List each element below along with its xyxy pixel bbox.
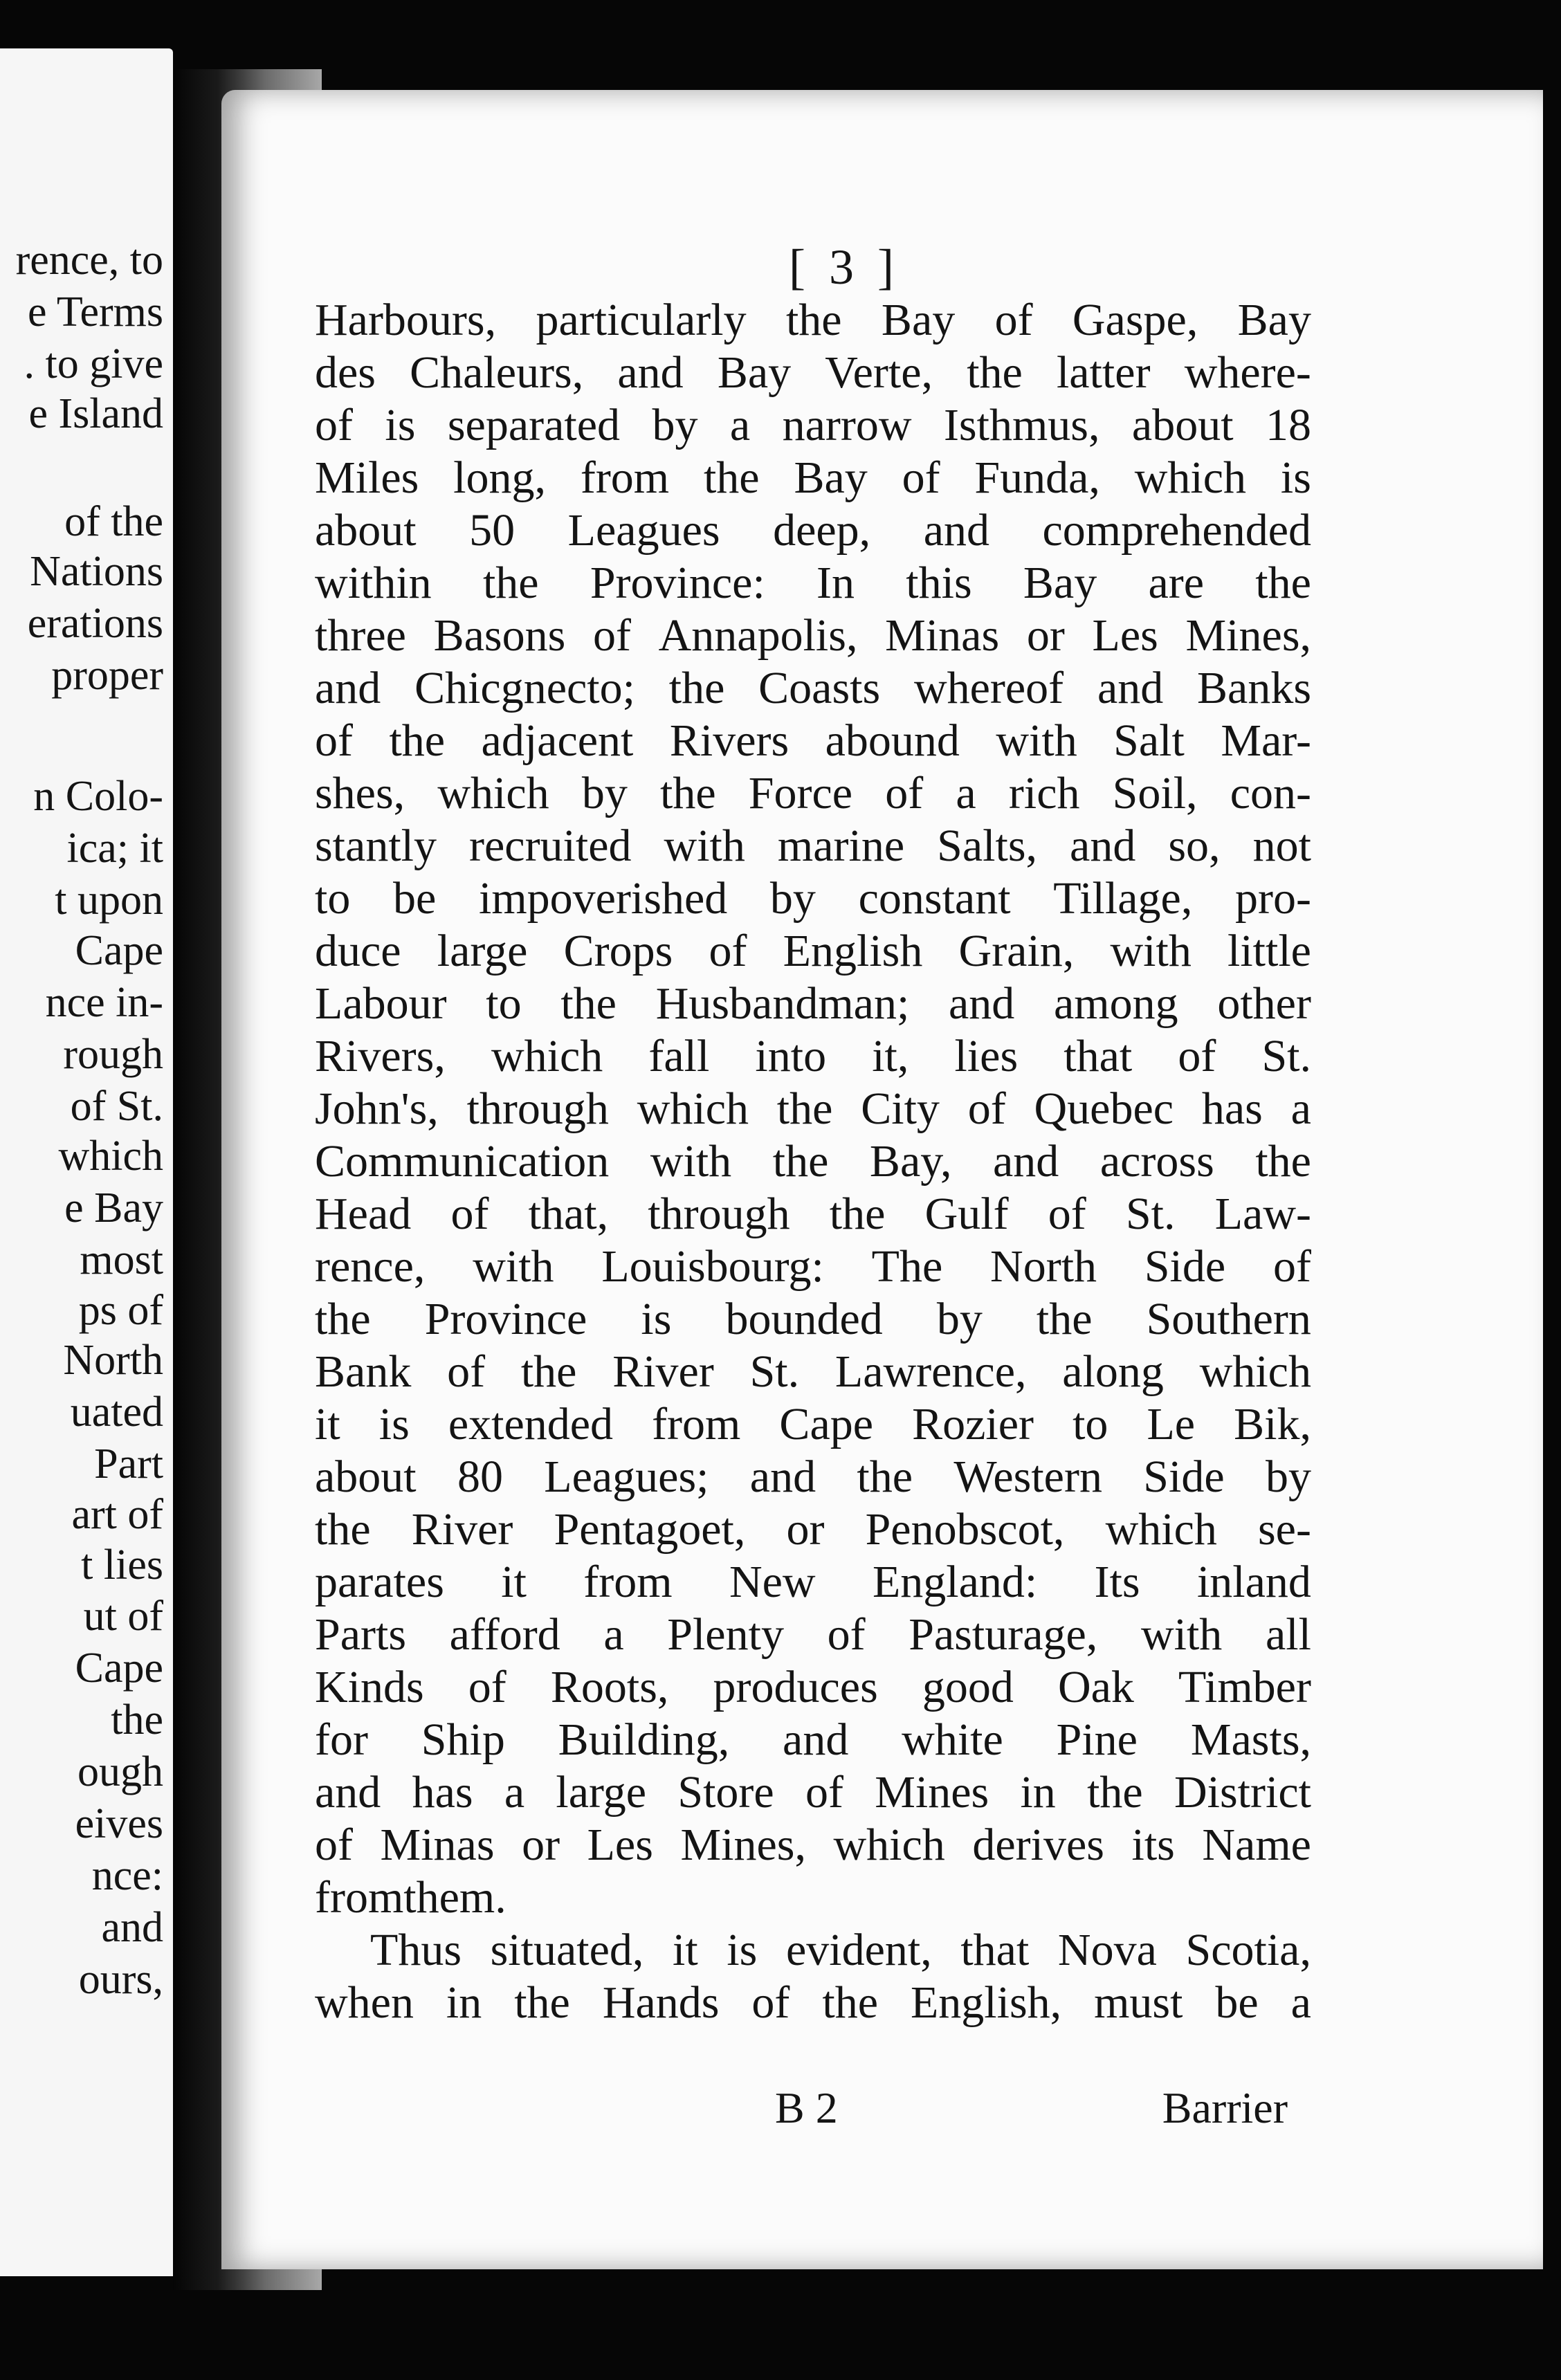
left-page-line: e Island [28, 390, 163, 437]
left-page-line: eives [75, 1800, 163, 1847]
text-line: Head of that, through the Gulf of St. Law- [315, 1189, 1311, 1239]
paragraph-2 [315, 1924, 1311, 2029]
left-page-fragment [0, 48, 173, 2276]
text-line: shes, which by the Force of a rich Soil, con- [315, 768, 1311, 818]
text-line: Bank of the River St. Lawrence, along which [315, 1346, 1311, 1397]
left-page-line: e Terms [28, 289, 163, 336]
text-line: of Minas or Les Mines, which derives its Name [315, 1820, 1311, 1870]
left-page-line: uated [70, 1389, 163, 1436]
text-line: to be impoverished by constant Tillage, pro- [315, 873, 1311, 924]
left-page-line: erations [27, 600, 163, 647]
left-page-line: the [111, 1696, 163, 1743]
left-page-line: Nations [30, 548, 163, 595]
text-line: of the adjacent Rivers abound with Salt Mar- [315, 715, 1311, 766]
text-line: and Chicgnecto; the Coasts whereof and Banks [315, 663, 1311, 713]
text-line: Rivers, which fall into it, lies that of St. [315, 1031, 1311, 1081]
left-page-line: ps of [78, 1287, 163, 1334]
text-line: des Chaleurs, and Bay Verte, the latter where- [315, 347, 1311, 398]
page-number: [ 3 ] [789, 239, 900, 295]
catchword: Barrier [1162, 2083, 1288, 2132]
text-line: from them. [315, 1872, 506, 1923]
text-line: the River Pentagoet, or Penobscot, which se- [315, 1504, 1311, 1555]
left-page-line: . to give [24, 340, 163, 387]
left-page-line: which [58, 1133, 163, 1180]
text-line: Parts afford a Plenty of Pasturage, with all [315, 1609, 1311, 1660]
text-line: three Basons of Annapolis, Minas or Les Mines, [315, 610, 1311, 661]
left-page-line: most [80, 1236, 163, 1283]
left-page-line: ut of [83, 1593, 163, 1640]
page-body-text [315, 294, 1311, 2029]
left-page-line: e Bay [64, 1184, 163, 1232]
text-line: for Ship Building, and white Pine Masts, [315, 1714, 1311, 1765]
text-line: Thus situated, it is evident, that Nova Scotia, [370, 1925, 1311, 1975]
left-page-line: rough [63, 1031, 163, 1078]
left-page-line: n Colo- [33, 773, 163, 820]
text-line: rence, with Louisbourg: The North Side of [315, 1241, 1311, 1292]
left-page-line: and [101, 1904, 163, 1951]
text-line: and has a large Store of Mines in the District [315, 1767, 1311, 1818]
text-line: Labour to the Husbandman; and among other [315, 978, 1311, 1029]
text-line: Miles long, from the Bay of Funda, which is [315, 452, 1311, 503]
left-page-line: of the [64, 498, 163, 545]
left-page-line: nce in- [45, 979, 163, 1026]
text-line: about 80 Leagues; and the Western Side by [315, 1452, 1311, 1502]
paragraph-1 [315, 294, 1311, 1924]
signature-mark: B 2 [775, 2083, 838, 2132]
text-line: duce large Crops of English Grain, with little [315, 926, 1311, 976]
left-page-line: proper [51, 652, 163, 699]
text-line: Communication with the Bay, and across the [315, 1136, 1311, 1187]
left-page-line: t lies [81, 1541, 163, 1589]
left-page-line: Part [94, 1440, 163, 1488]
left-page-line: ours, [78, 1956, 163, 2003]
left-page-line: ough [77, 1748, 163, 1795]
text-line: within the Province: In this Bay are the [315, 558, 1311, 608]
left-page-line: art of [71, 1491, 163, 1538]
text-line: about 50 Leagues deep, and comprehended [315, 505, 1311, 556]
left-page-line: nce: [91, 1852, 163, 1899]
text-line: stantly recruited with marine Salts, and so, not [315, 821, 1311, 871]
left-page-line: North [63, 1337, 163, 1384]
text-line: John's, through which the City of Quebec has a [315, 1083, 1311, 1134]
left-page-line: ica; it [66, 825, 163, 872]
left-page-line: rence, to [15, 237, 163, 284]
left-page-line: of St. [70, 1083, 163, 1130]
left-page-line: t upon [55, 877, 163, 924]
text-line: Harbours, particularly the Bay of Gaspe, Bay [315, 295, 1311, 345]
text-line: parates it from New England: Its inland [315, 1557, 1311, 1607]
text-line: of is separated by a narrow Isthmus, about 18 [315, 400, 1311, 450]
text-line: when in the Hands of the English, must be a [315, 1977, 1311, 2028]
left-page-line: Cape [75, 927, 163, 974]
text-line: Kinds of Roots, produces good Oak Timber [315, 1662, 1311, 1712]
text-line: the Province is bounded by the Southern [315, 1294, 1311, 1344]
text-line: it is extended from Cape Rozier to Le Bik, [315, 1399, 1311, 1449]
left-page-line: Cape [75, 1645, 163, 1692]
